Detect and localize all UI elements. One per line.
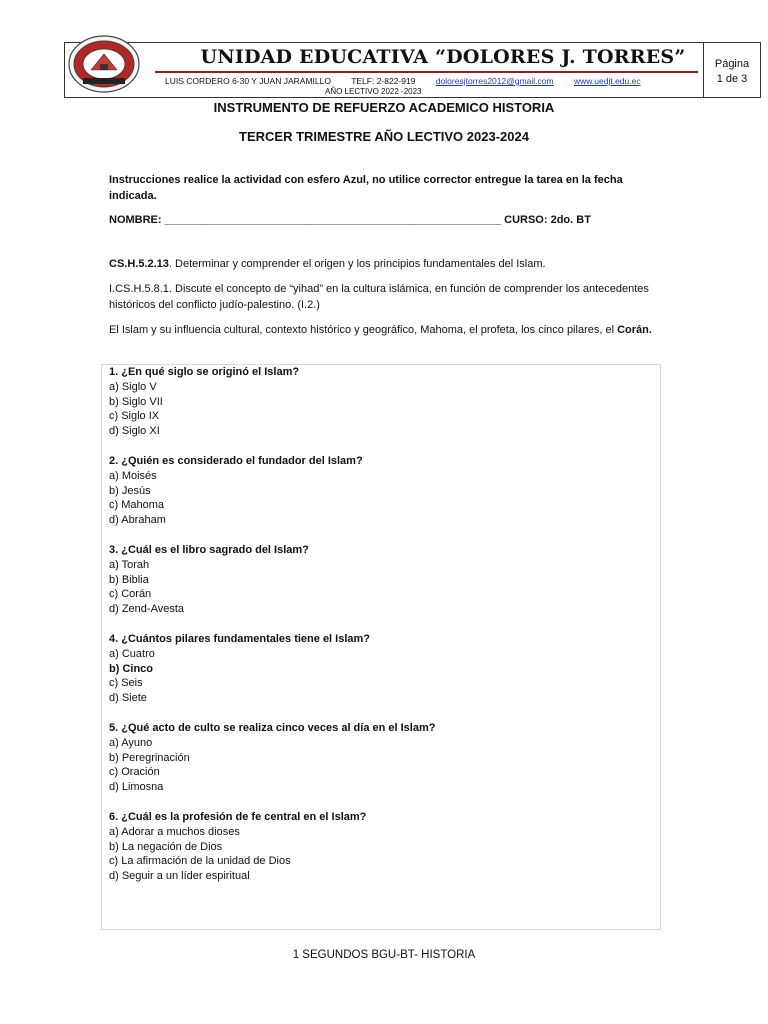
questions-box <box>101 364 661 930</box>
option: c) Oración <box>109 766 160 779</box>
option: b) Siglo VII <box>109 395 163 408</box>
topic-text: El Islam y su influencia cultural, contexto histórico y geográfico, Mahoma, el profeta, los cinco pilares, el <box>109 324 618 336</box>
topic-bold: Corán. <box>617 324 652 336</box>
skill-text: . Determinar y comprender el origen y los principios fundamentales del Islam. <box>168 258 546 270</box>
email-link[interactable]: doloresjtorres2012@gmail.com <box>435 76 554 86</box>
school-name: UNIDAD EDUCATIVA “DOLORES J. TORRES” <box>200 46 686 68</box>
website-link[interactable]: www.uedjt.edu.ec <box>573 76 641 86</box>
option: d) Abraham <box>109 514 166 527</box>
topic-paragraph <box>109 322 654 338</box>
question-title: 3. ¿Cuál es el libro sagrado del Islam? <box>109 544 309 556</box>
option: a) Moisés <box>109 469 157 482</box>
address: LUIS CORDERO 6-30 Y JUAN JARAMILLO <box>165 76 331 86</box>
option: b) Cinco <box>109 662 153 675</box>
contact-line <box>165 76 685 86</box>
document-header <box>64 42 761 98</box>
option: c) Corán <box>109 588 152 601</box>
option: c) Siglo IX <box>109 410 160 423</box>
question-3 <box>109 543 649 617</box>
name-course-line: NOMBRE: _______________________________________________________ CURSO: 2do. BT <box>109 214 591 226</box>
option: a) Adorar a muchos dioses <box>109 825 240 838</box>
indicator-paragraph: I.CS.H.5.8.1. Discute el concepto de “yihad” en la cultura islámica, en función de comprender los antecedentes históricos del conflicto judío-palestino. (I.2.) <box>109 283 649 311</box>
question-5 <box>109 721 649 795</box>
phone: TELF: 2-822-919 <box>351 76 416 86</box>
option: d) Limosna <box>109 781 164 794</box>
question-title: 6. ¿Cuál es la profesión de fe central en el Islam? <box>109 811 367 823</box>
option: a) Ayuno <box>109 736 153 749</box>
question-4 <box>109 632 649 706</box>
option: a) Cuatro <box>109 647 155 660</box>
question-title: 2. ¿Quién es considerado el fundador del Islam? <box>109 455 363 467</box>
document-subtitle: TERCER TRIMESTRE AÑO LECTIVO 2023-2024 <box>239 129 529 144</box>
option: c) La afirmación de la unidad de Dios <box>109 855 291 868</box>
header-divider <box>155 71 698 73</box>
option: b) Jesús <box>109 484 151 497</box>
page-number: 1 de 3 <box>716 73 748 85</box>
option: c) Mahoma <box>109 499 165 512</box>
option: d) Siete <box>109 692 147 705</box>
option: b) Biblia <box>109 573 149 586</box>
option: c) Seis <box>109 677 143 690</box>
question-title: 4. ¿Cuántos pilares fundamentales tiene el Islam? <box>109 633 371 645</box>
question-2 <box>109 454 649 528</box>
document-title: INSTRUMENTO DE REFUERZO ACADEMICO HISTORIA <box>213 100 555 115</box>
skill-code: CS.H.5.2.13 <box>109 258 169 270</box>
page-footer: 1 SEGUNDOS BGU-BT- HISTORIA <box>292 949 476 961</box>
page-indicator <box>703 43 760 97</box>
instructions: Instrucciones realice la actividad con esfero Azul, no utilice corrector entregue la tarea en la fecha indicada. <box>109 174 623 202</box>
question-title: 5. ¿Qué acto de culto se realiza cinco veces al día en el Islam? <box>109 722 436 734</box>
option: b) Peregrinación <box>109 751 190 764</box>
question-1 <box>109 365 649 439</box>
skill-paragraph <box>109 256 654 272</box>
page-label: Página <box>714 58 750 70</box>
option: a) Siglo V <box>109 380 157 393</box>
school-logo-icon <box>67 34 141 94</box>
option: a) Torah <box>109 558 150 571</box>
option: d) Seguir a un líder espiritual <box>109 870 250 883</box>
school-year: AÑO LECTIVO 2022 -2023 <box>325 87 422 96</box>
option: d) Siglo XI <box>109 425 160 438</box>
question-6 <box>109 810 649 884</box>
option: b) La negación de Dios <box>109 840 223 853</box>
option: d) Zend-Avesta <box>109 603 185 616</box>
question-title: 1. ¿En qué siglo se originó el Islam? <box>109 366 300 378</box>
